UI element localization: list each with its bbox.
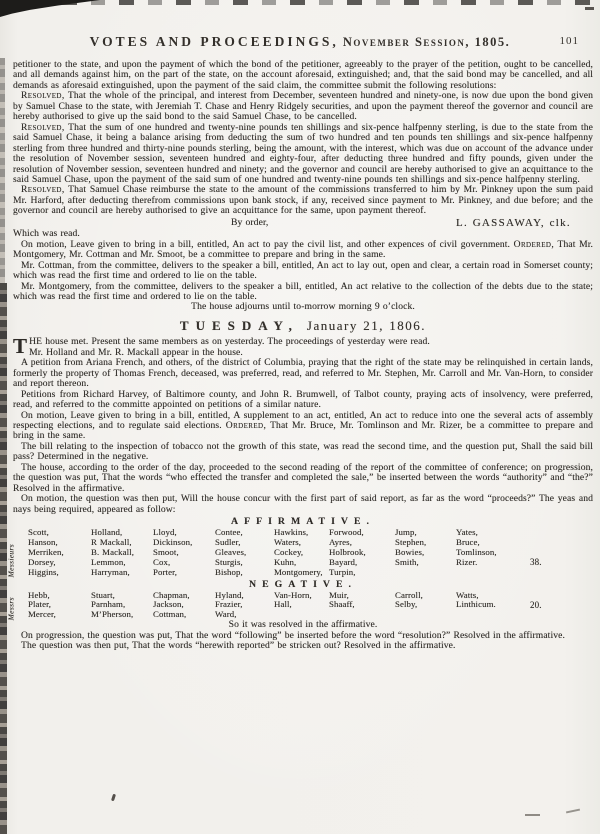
delegate-name: Harryman, [91, 566, 130, 577]
text-run: Mr. Montgomery, from the committee, delivers to the speaker a bill, entitled, An act relative to the collection of the debts due to the state; which was read the first time and ordered to lie on the table. [13, 280, 593, 302]
signature-row [13, 217, 593, 229]
delegate-name: Stephen, [395, 536, 427, 547]
vote-column [215, 528, 274, 578]
delegate-name: Contee, [215, 527, 243, 538]
delegate-name: Lemmon, [91, 556, 126, 567]
delegate-name: Jump, [395, 527, 417, 538]
paragraph [13, 123, 593, 186]
delegate-name: Lloyd, [153, 527, 177, 538]
affirmative-heading: AFFIRMATIVE. [231, 516, 375, 528]
affirmative-vote-table [6, 527, 593, 578]
delegate-name: M’Pherson, [91, 609, 134, 620]
ink-smudge [566, 809, 580, 814]
delegate-name: Hebb, [28, 589, 50, 600]
delegate-name: Gleaves, [215, 546, 247, 557]
delegate-name: Tomlinson, [456, 546, 497, 557]
vote-column [456, 591, 524, 611]
text-run: On motion, Leave given to bring in a bill, entitled, A supplement to an act, entitled, An act to reduce into one the several acts of assembly respecting elections, and to regulate said elections. [13, 409, 593, 431]
delegate-name: Muir, [329, 589, 349, 600]
margin-label [6, 528, 28, 578]
vote-column [456, 528, 524, 568]
vote-column [329, 528, 395, 578]
delegate-name: Bayard, [329, 556, 358, 567]
resolutions-section [13, 60, 593, 217]
page-body [6, 59, 593, 652]
paragraph [13, 240, 593, 261]
delegate-name: Rizer. [456, 556, 478, 567]
margin-label-text: Messrs [6, 596, 16, 621]
delegate-name: Cottman, [153, 609, 187, 620]
delegate-name: Watts, [456, 589, 479, 600]
delegate-name: Bishop, [215, 566, 243, 577]
paragraph [13, 91, 593, 122]
motions-section [13, 229, 593, 302]
ink-smudge [525, 814, 540, 816]
text-run: That Samuel Chase reimburse the state to the amount of the commissions transferred to him by Mr. Pinkney upon the sum paid Mr. Harford, after deducting therefrom commissions upon bank stock, if any, received since payment to Mr. Pinkney, and due before; and the governor and council are hereby authorised to give an acquittance for the same, upon payment thereof. [13, 184, 593, 217]
running-header [0, 0, 600, 51]
delegate-name: Holbrook, [329, 546, 366, 557]
vote-column [274, 528, 329, 578]
delegate-name: Scott, [28, 527, 49, 538]
text-run: That Mr. Montgomery, Mr. Cottman and Mr. Smoot, be a committee to prepare and bring in the same. [13, 238, 593, 261]
vote-column [395, 528, 456, 568]
delegate-name: Jackson, [153, 599, 184, 610]
delegate-name: Linthicum. [456, 599, 496, 610]
text-run: The bill relating to the inspection of tobacco not the growth of this state, was read the second time, and the question put, Shall the said bill pass? Determined in the negative. [13, 440, 593, 463]
text-run: On motion, the question was then put, Will the house concur with the first part of said report, as far as the word “proceeds?” The yeas and nays being required, appeared as follow: [13, 493, 593, 515]
small-caps-word: Ordered, [513, 238, 555, 250]
delegate-name: Ward, [215, 609, 237, 620]
delegate-name: Smoot, [153, 546, 179, 557]
delegate-name: Hawkins, [274, 527, 309, 538]
ink-smudge [111, 794, 116, 802]
delegate-name: Sudler, [215, 536, 241, 547]
session-date: January 21, 1806. [306, 317, 427, 333]
delegate-name: Selby, [395, 599, 418, 610]
vote-column [153, 591, 215, 621]
paragraph [13, 390, 593, 411]
tuesday-section [13, 334, 593, 515]
drop-cap: T [13, 334, 28, 359]
vote-column [395, 591, 456, 611]
delegate-name: Cox, [153, 556, 171, 567]
text-run: That the whole of the principal, and interest from December, seventeen hundred and ninety-one, is now due upon the bond given by Samuel Chase to the state, with Jeremiah T. Chase and Henry Ridgely securities, and upon the payment thereof the governor and council are hereby authorised to give up the said bond to the said Samuel Chase, to be cancelled. [13, 90, 593, 123]
delegate-name: Higgins, [28, 566, 59, 577]
text-run: Mr. Cottman, from the committee, delivers to the speaker a bill, entitled, An act to lay out, open and clear, a certain road in Somerset county; which was read the first time and ordered to lie on the table. [13, 259, 593, 282]
delegate-name: Porter, [153, 566, 178, 577]
clerk-signature: L. GASSAWAY, clk. [455, 216, 571, 229]
delegate-name: Holland, [91, 527, 123, 538]
margin-label-text: Messieurs [6, 544, 16, 578]
delegate-name: Cockey, [274, 546, 304, 557]
day-name: TUESDAY, [179, 317, 299, 333]
delegate-name: Parnham, [91, 599, 126, 610]
small-caps-word: Ordered, [225, 419, 267, 431]
delegate-name: Bowies, [395, 546, 425, 557]
small-caps-word: Resolved, [21, 184, 65, 196]
margin-label [6, 591, 28, 621]
delegate-name: Mercer, [28, 609, 56, 620]
vote-column [91, 591, 153, 621]
session-label: November Session, 1805. [342, 35, 511, 49]
delegate-name: Bruce, [456, 536, 480, 547]
delegate-name: Van-Horn, [274, 589, 312, 600]
vote-count: 20. [530, 599, 542, 610]
session-date-heading [13, 317, 593, 333]
delegate-name: Smith, [395, 556, 419, 567]
delegate-name: B. Mackall, [91, 546, 134, 557]
vote-column [274, 591, 329, 611]
delegate-name: Carroll, [395, 589, 423, 600]
delegate-name: Merriken, [28, 546, 64, 557]
delegate-name: Hyland, [215, 589, 244, 600]
delegate-name: Plater, [28, 599, 52, 610]
small-caps-word: Resolved, [21, 90, 65, 102]
by-order-text: By order, [231, 216, 269, 228]
text-run: That the sum of one hundred and twenty-nine pounds ten shillings and six-pence halfpenny sterling, is due to the state from the said Samuel Chase, it being a balance arising from deducting the sum of two hundred and ten pounds ten shillings and six-pence halfpenny sterling from three hundred and thirty-nine pounds sterling, being the amount, with the interest, which was due on account of the advance under the resolution of November session, seventeen hundred and eighty-four, after deducting three hundred and fifty pounds, given under the resolution of November session, seventeen hundred and ninety; and the governor and council are hereby authorised to give an acquittance to the said Samuel Chase, upon the payment of the said sum of one hundred and twenty-nine pounds ten shillings and six-pence halfpenny sterling. [13, 121, 593, 185]
delegate-name: Kuhn, [274, 556, 297, 567]
negative-heading: NEGATIVE. [249, 578, 357, 590]
delegate-name: Yates, [456, 527, 478, 538]
paragraph [13, 463, 593, 494]
delegate-name: Shaaff, [329, 599, 355, 610]
text-run: On progression, the question was put, That the word “following” be inserted before the word “resolution?” Resolved in the affirmative. [21, 629, 565, 641]
paragraph [13, 185, 593, 216]
delegate-name: Stuart, [91, 589, 115, 600]
delegate-name: Frazier, [215, 599, 243, 610]
delegate-name: R Mackall, [91, 536, 132, 547]
text-run: The house, according to the order of the day, proceeded to the second reading of the report of the committee of conference; on progression, the question was put, That the words “who effected the transfer and completed the sale,” be inserted between the words “authority” and “the?” Resolved in the affirmative. [13, 461, 593, 494]
vote-result-line: So it was resolved in the affirmative. [228, 619, 378, 631]
paragraph [13, 261, 593, 282]
small-caps-word: Resolved, [21, 121, 65, 133]
vote-column [91, 528, 153, 578]
text-run: The question was then put, That the words “herewith reported” be stricken out? Resolved in the affirmative. [21, 640, 456, 652]
closing-section [13, 631, 593, 652]
text-run: A petition from Ariana French, and others, of the district of Columbia, praying that the right of the state may be relinquished in certain lands, formerly the property of Thomas French, deceased, was preferred, read, and referred to Mr. Stephen, Mr. Carroll and Mr. Van-Horn, to consider and report thereon. [13, 357, 593, 390]
vote-count: 38. [530, 557, 542, 568]
paragraph [13, 358, 593, 389]
journal-title: VOTES AND PROCEEDINGS, [89, 34, 339, 49]
paragraph [13, 60, 593, 91]
paragraph [13, 641, 593, 651]
text-run: petitioner to the state, and upon the payment of which the bond of the petitioner, agreeably to the prayer of the petition, ought to be cancelled, and all demands against him, on the part of the state, on the account aforesaid, extinguished; and, that the said bond may be cancelled, and all demands as aforesaid extinguished, upon the payment of the said claim, the committee submit the following resolutions: [13, 59, 593, 91]
delegate-name: Forwood, [329, 527, 364, 538]
text-run: On motion, Leave given to bring in a bill, entitled, An act to pay the civil list, and other expences of civil government. [21, 238, 514, 250]
text-run: That Mr. Bruce, Mr. Tomlinson and Mr. Rizer, be a committee to prepare and bring in the same. [13, 419, 593, 442]
delegate-name: Hanson, [28, 536, 58, 547]
delegate-name: Chapman, [153, 589, 190, 600]
paragraph [13, 494, 593, 515]
text-run: HE house met. Present the same members as on yesterday. The proceedings of yesterday were read. [29, 336, 430, 348]
adjournment-line: The house adjourns until to-morrow morning 9 o’clock. [191, 301, 415, 313]
text-run: Which was read. [13, 228, 80, 240]
paragraph [13, 282, 593, 303]
delegate-name: Turpin, [329, 566, 356, 577]
vote-column [329, 591, 395, 611]
paragraph [13, 442, 593, 463]
text-run: Mr. Holland and Mr. R. Mackall appear in the house. [29, 346, 243, 358]
delegate-name: Ayres, [329, 536, 352, 547]
delegate-name: Dickinson, [153, 536, 193, 547]
delegate-name: Waters, [274, 536, 302, 547]
delegate-name: Hall, [274, 599, 292, 610]
vote-column [215, 591, 274, 621]
negative-vote-table [6, 589, 593, 621]
vote-column [28, 591, 91, 621]
vote-column [28, 528, 91, 578]
delegate-name: Montgomery, [274, 566, 323, 577]
vote-column [153, 528, 215, 578]
paragraph [13, 411, 593, 442]
delegate-name: Sturgis, [215, 556, 243, 567]
delegate-name: Dorsey, [28, 556, 56, 567]
scan-artifact-left-band-upper [0, 58, 5, 283]
text-run: Petitions from Richard Harvey, of Baltimore county, and John R. Brumwell, of Talbot county, praying acts of insolvency, were preferred, read, and referred to the committe appointed on petitions of a similar nature. [13, 388, 593, 411]
page-number: 101 [559, 35, 579, 47]
